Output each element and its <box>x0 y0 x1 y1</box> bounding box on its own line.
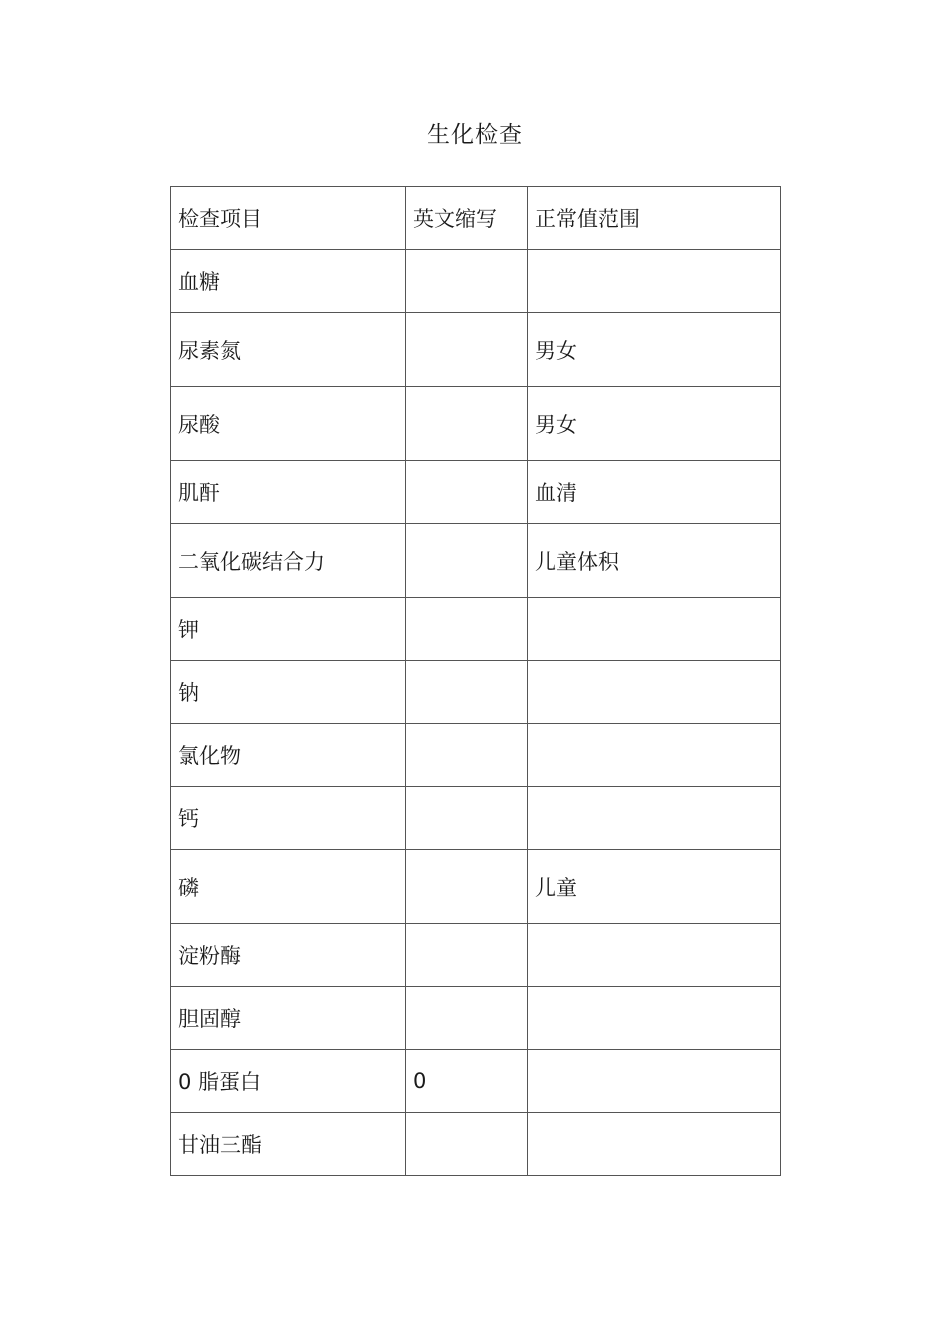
cell-item: 钙 <box>171 787 406 850</box>
cell-range <box>528 987 781 1050</box>
cell-item: 胆固醇 <box>171 987 406 1050</box>
table-row <box>171 787 781 850</box>
cell-range <box>528 598 781 661</box>
header-cell-abbr: 英文缩写 <box>406 187 528 250</box>
table-row <box>171 850 781 924</box>
cell-range <box>528 1113 781 1176</box>
table-row <box>171 461 781 524</box>
cell-item: 尿素氮 <box>171 313 406 387</box>
cell-range: 儿童 <box>528 850 781 924</box>
cell-abbr <box>406 387 528 461</box>
table-row <box>171 313 781 387</box>
cell-item: 0 脂蛋白 <box>171 1050 406 1113</box>
cell-abbr <box>406 313 528 387</box>
table-row <box>171 924 781 987</box>
cell-abbr <box>406 461 528 524</box>
header-cell-item: 检查项目 <box>171 187 406 250</box>
cell-item: 二氧化碳结合力 <box>171 524 406 598</box>
cell-abbr <box>406 1113 528 1176</box>
table-row <box>171 387 781 461</box>
table-row <box>171 724 781 787</box>
cell-range: 血清 <box>528 461 781 524</box>
cell-abbr <box>406 987 528 1050</box>
cell-range <box>528 724 781 787</box>
cell-item: 尿酸 <box>171 387 406 461</box>
page-title: 生化检查 <box>427 122 523 148</box>
cell-item: 钾 <box>171 598 406 661</box>
table-row <box>171 598 781 661</box>
cell-range <box>528 1050 781 1113</box>
biochem-exam-table <box>170 186 781 1176</box>
cell-range <box>528 661 781 724</box>
header-cell-range: 正常值范围 <box>528 187 781 250</box>
cell-range: 男女 <box>528 387 781 461</box>
cell-item: 磷 <box>171 850 406 924</box>
cell-range: 男女 <box>528 313 781 387</box>
cell-range <box>528 250 781 313</box>
table-row <box>171 987 781 1050</box>
cell-item: 钠 <box>171 661 406 724</box>
table-row <box>171 524 781 598</box>
cell-item: 甘油三酯 <box>171 1113 406 1176</box>
cell-abbr <box>406 724 528 787</box>
cell-abbr <box>406 661 528 724</box>
cell-abbr <box>406 250 528 313</box>
cell-item: 血糖 <box>171 250 406 313</box>
cell-abbr <box>406 787 528 850</box>
cell-abbr <box>406 524 528 598</box>
cell-abbr <box>406 850 528 924</box>
cell-item: 肌酐 <box>171 461 406 524</box>
table-row <box>171 250 781 313</box>
cell-item: 氯化物 <box>171 724 406 787</box>
cell-abbr <box>406 924 528 987</box>
table-header-row <box>171 187 781 250</box>
cell-abbr <box>406 598 528 661</box>
table-row <box>171 661 781 724</box>
cell-range <box>528 924 781 987</box>
table-row <box>171 1113 781 1176</box>
table-row <box>171 1050 781 1113</box>
cell-item: 淀粉酶 <box>171 924 406 987</box>
cell-range: 儿童体积 <box>528 524 781 598</box>
cell-range <box>528 787 781 850</box>
cell-abbr: 0 <box>406 1050 528 1113</box>
